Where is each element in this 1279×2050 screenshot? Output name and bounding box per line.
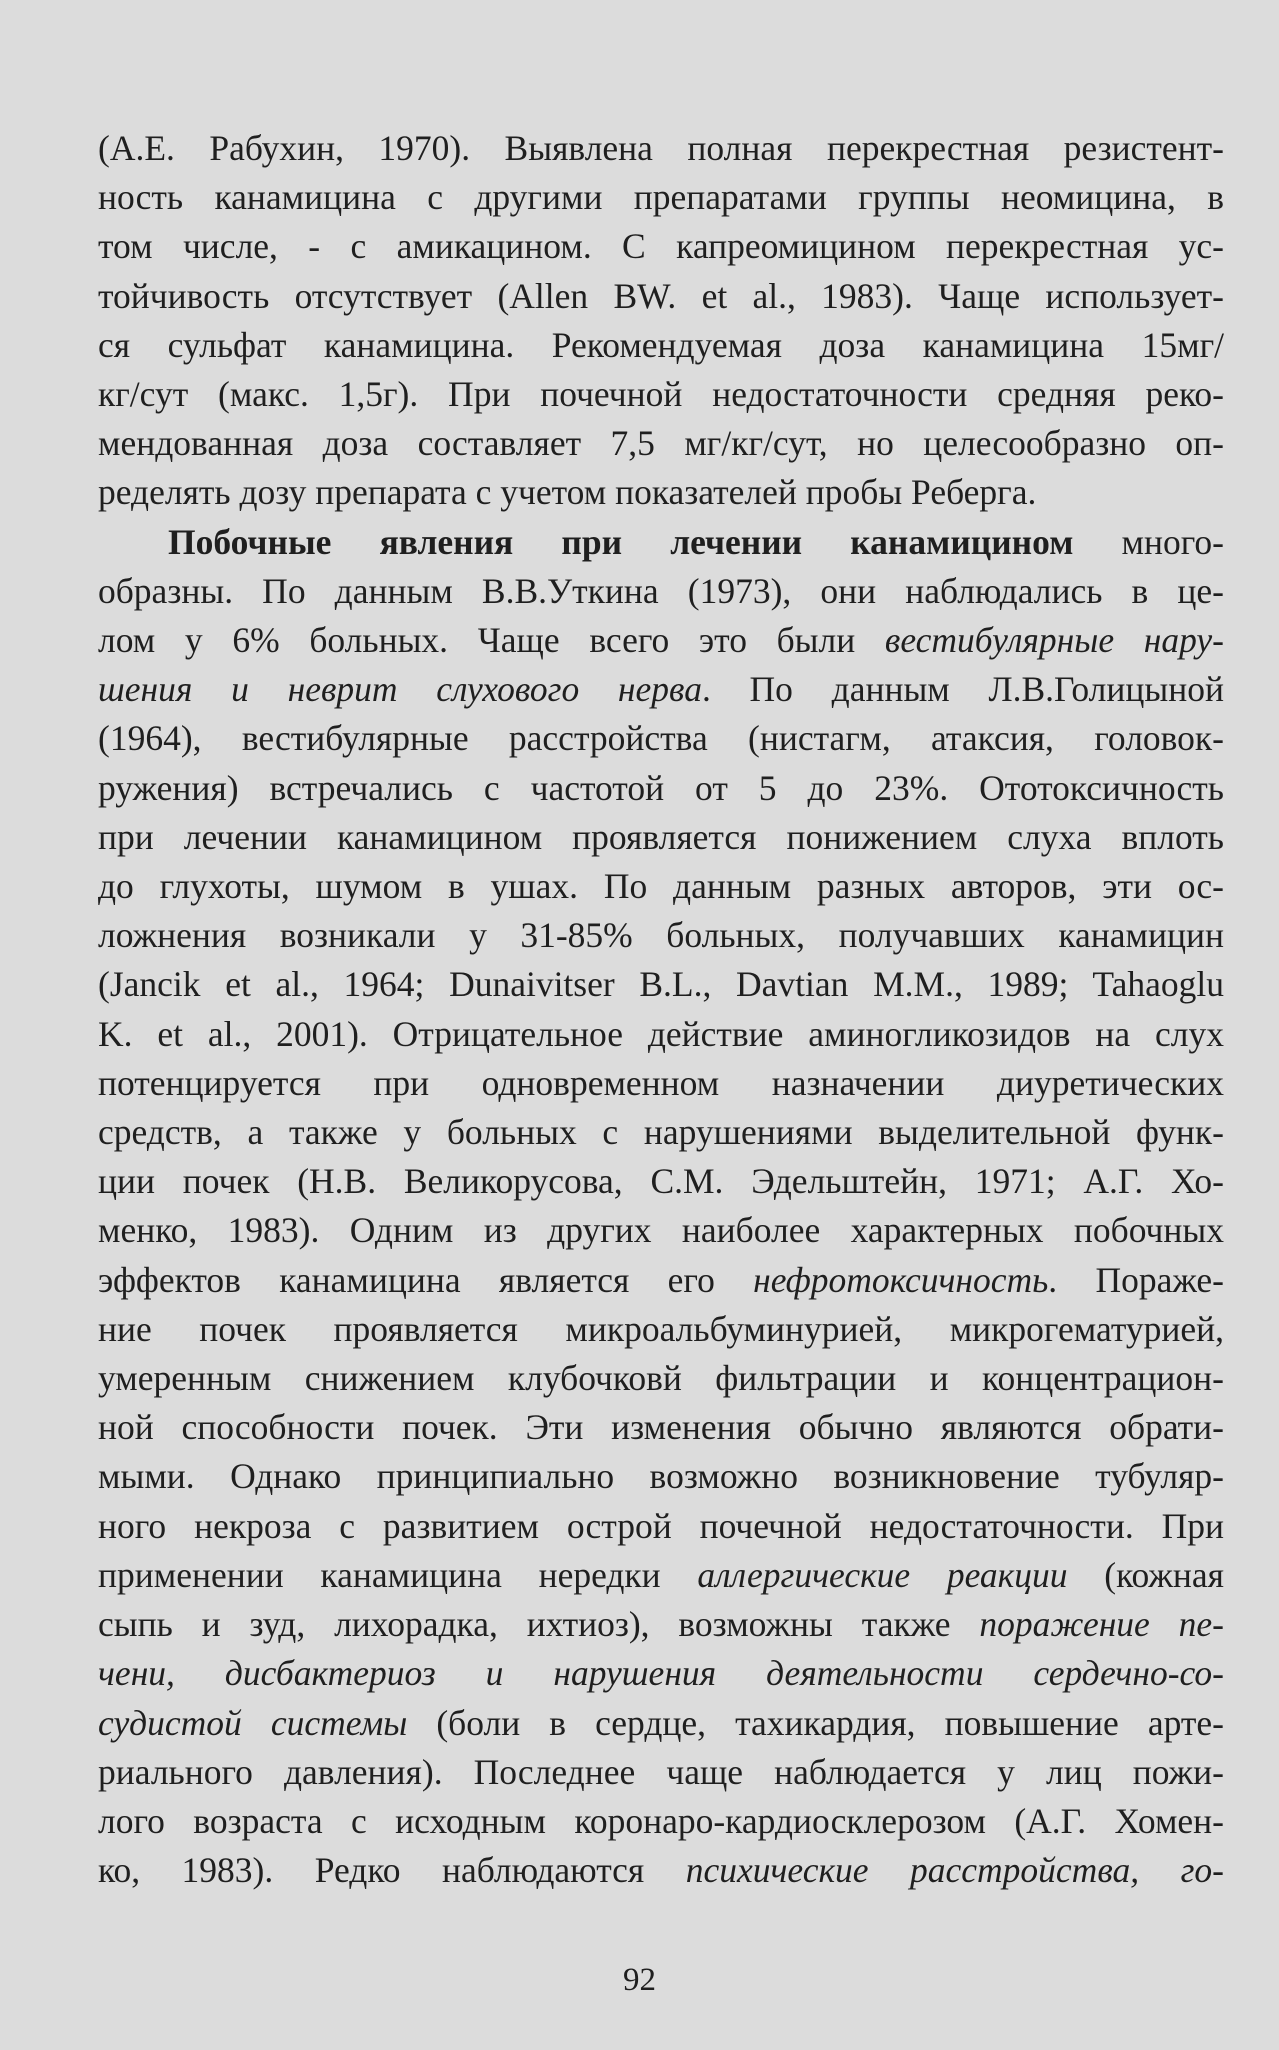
italic-run: аллергические реакции [697, 1554, 1068, 1595]
text-run: до глухоты, шумом в ушах. По данным разных авторов, эти ос- [98, 866, 1224, 907]
text-run: K. et al., 2001). Отрицательное действие аминогликозидов на слух [98, 1013, 1224, 1054]
italic-run: шения и неврит слухового нерва [98, 669, 702, 710]
text-run: менко, 1983). Одним из других наиболее характерных побочных [98, 1210, 1224, 1251]
text-run: при лечении канамицином проявляется понижением слуха вплоть [98, 816, 1224, 857]
text-line [98, 1600, 1224, 1649]
text-run: ность канамицина с другими препаратами группы неомицина, в [98, 177, 1224, 218]
text-line [98, 1502, 1224, 1551]
text-line [98, 1649, 1224, 1698]
text-run: (1964), вестибулярные расстройства (нистагм, атаксия, головок- [98, 718, 1224, 759]
text-line [98, 567, 1224, 616]
text-run: ружения) встречались с частотой от 5 до 23%. Ототоксичность [98, 767, 1224, 808]
text-run: . По данным Л.В.Голицыной [701, 669, 1224, 710]
text-line [98, 173, 1224, 222]
text-run: мыми. Однако принципиально возможно возникновение тубуляр- [98, 1456, 1224, 1497]
body-text [98, 124, 1224, 1895]
text-line [98, 1108, 1224, 1157]
text-line [98, 813, 1224, 862]
text-run: лом у 6% больных. Чаще всего это были [98, 620, 885, 661]
text-line [98, 1305, 1224, 1354]
text-line [98, 468, 1224, 517]
text-line [98, 1699, 1224, 1748]
text-line [98, 222, 1224, 271]
text-line [98, 1846, 1224, 1895]
text-run: (Jancik et al., 1964; Dunaivitser B.L., Davtian M.M., 1989; Tahaoglu [98, 964, 1224, 1005]
text-line [98, 518, 1224, 567]
text-run: кг/сут (макс. 1,5г). При почечной недостаточности средняя реко- [98, 374, 1224, 415]
bold-run: Побочные явления при лечении канамицином [168, 521, 1074, 562]
text-line [98, 764, 1224, 813]
text-run: ся сульфат канамицина. Рекомендуемая доза канамицина 15мг/ [98, 324, 1224, 365]
text-line [98, 1797, 1224, 1846]
text-line [98, 714, 1224, 763]
text-run: том числе, - с амикацином. С капреомицином перекрестная ус- [98, 226, 1224, 267]
text-run: сыпь и зуд, лихорадка, ихтиоз), возможны также [98, 1604, 980, 1645]
text-run: ной способности почек. Эти изменения обычно являются обрати- [98, 1407, 1224, 1448]
text-run: ределять дозу препарата с учетом показателей пробы Реберга. [98, 472, 1037, 513]
text-line [98, 419, 1224, 468]
text-run: ко, 1983). Редко наблюдаются [98, 1850, 686, 1891]
text-run: риального давления). Последнее чаще наблюдается у лиц пожи- [98, 1751, 1224, 1792]
text-run: умеренным снижением клубочковй фильтрации и концентрацион- [98, 1358, 1224, 1399]
text-line [98, 1354, 1224, 1403]
page-number: 92 [623, 1962, 656, 1998]
italic-run: нефротоксичность [753, 1259, 1049, 1300]
text-run: потенцируется при одновременном назначении диуретических [98, 1062, 1224, 1103]
text-run: ложнения возникали у 31-85% больных, получавших канамицин [98, 915, 1224, 956]
text-line [98, 1551, 1224, 1600]
text-line [98, 665, 1224, 714]
italic-run: чени, дисбактериоз и нарушения деятельности сердечно-со- [98, 1653, 1224, 1694]
text-run: ции почек (Н.В. Великорусова, С.М. Эдельштейн, 1971; А.Г. Хо- [98, 1161, 1224, 1202]
text-run: средств, а также у больных с нарушениями выделительной функ- [98, 1112, 1224, 1153]
text-line [98, 272, 1224, 321]
text-line [98, 321, 1224, 370]
text-line [98, 862, 1224, 911]
text-line [98, 124, 1224, 173]
text-run: (А.Е. Рабухин, 1970). Выявлена полная перекрестная резистент- [98, 128, 1224, 168]
text-line [98, 1256, 1224, 1305]
text-run: мендованная доза составляет 7,5 мг/кг/сут, но целесообразно оп- [98, 423, 1224, 464]
italic-run: судистой системы [98, 1702, 408, 1743]
italic-run: вестибулярные нару- [884, 620, 1224, 661]
text-line [98, 1059, 1224, 1108]
text-run: лого возраста с исходным коронаро-кардиосклерозом (А.Г. Хомен- [98, 1800, 1224, 1841]
text-run: ние почек проявляется микроальбуминурией, микрогематурией, [98, 1308, 1224, 1349]
text-line [98, 1157, 1224, 1206]
text-line [98, 616, 1224, 665]
text-line [98, 370, 1224, 419]
text-run: много- [1073, 521, 1224, 562]
text-run: образны. По данным В.В.Уткина (1973), они наблюдались в це- [98, 570, 1224, 611]
text-run: (боли в сердце, тахикардия, повышение арте- [407, 1702, 1224, 1743]
italic-run: поражение пе- [979, 1604, 1225, 1645]
text-run: эффектов канамицина является его [98, 1259, 754, 1300]
text-line [98, 1452, 1224, 1501]
text-run: (кожная [1067, 1554, 1224, 1595]
text-run: применении канамицина нередки [98, 1554, 698, 1595]
italic-run: психические расстройства, го- [685, 1850, 1224, 1891]
text-line [98, 1010, 1224, 1059]
text-run: . Пораже- [1048, 1259, 1224, 1300]
text-line [98, 960, 1224, 1009]
text-line [98, 911, 1224, 960]
text-line [98, 1748, 1224, 1797]
text-line [98, 1403, 1224, 1452]
text-line [98, 1206, 1224, 1255]
text-run: ного некроза с развитием острой почечной недостаточности. При [98, 1505, 1224, 1546]
text-run: тойчивость отсутствует (Allen BW. et al., 1983). Чаще использует- [98, 275, 1224, 316]
